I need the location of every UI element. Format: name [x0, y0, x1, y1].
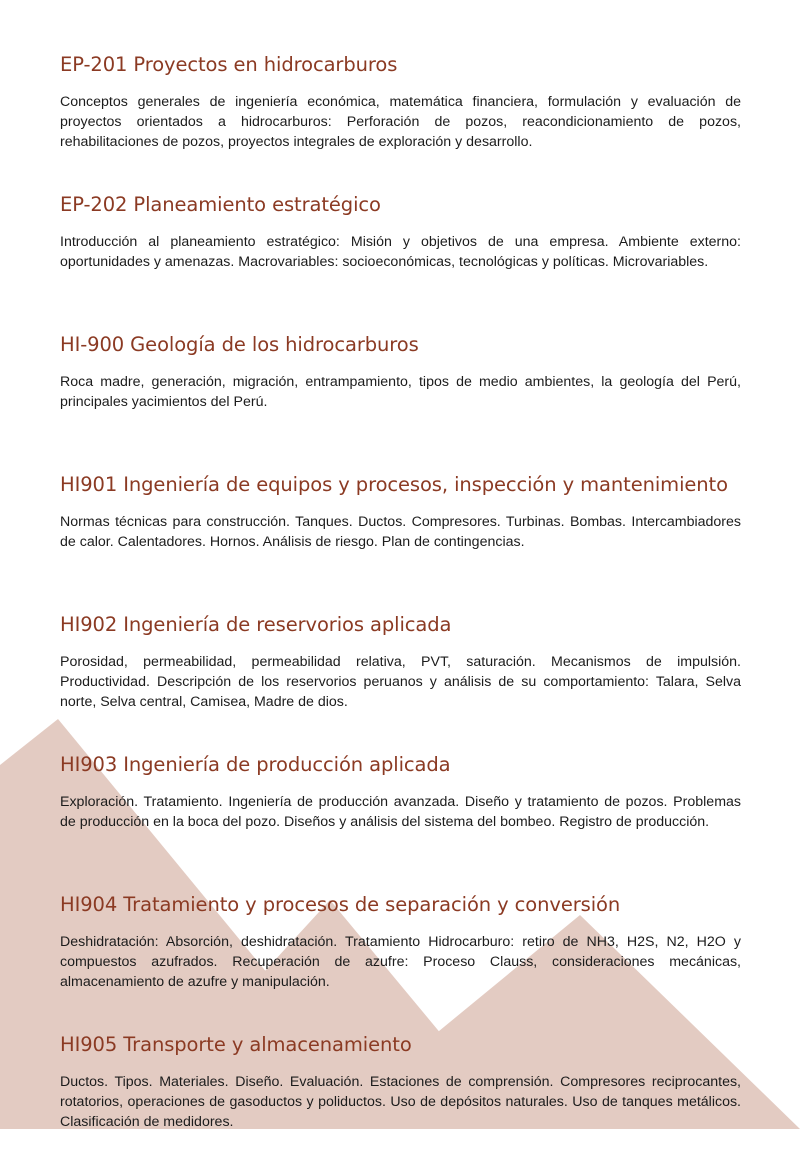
course-description: Normas técnicas para construcción. Tanques. Ductos. Compresores. Turbinas. Bombas. Intercambiadores de calor. Calentadores. Hornos. Análisis de riesgo. Plan de contingencias.: [60, 514, 741, 550]
course-description: Ductos. Tipos. Materiales. Diseño. Evaluación. Estaciones de comprensión. Compresores reciprocantes, rotatorios, operaciones de gasoductos y poliductos. Uso de depósitos naturales. Uso de tanques metálicos. Clasificación de medidores.: [60, 1074, 741, 1130]
course-title: HI901 Ingeniería de equipos y procesos, inspección y mantenimiento: [60, 473, 728, 496]
course-title: EP-202 Planeamiento estratégico: [60, 193, 381, 216]
course-item: [60, 752, 741, 892]
course-list: [60, 52, 741, 1172]
course-item: [60, 612, 741, 752]
course-title: HI903 Ingeniería de producción aplicada: [60, 753, 451, 776]
course-description: Roca madre, generación, migración, entrampamiento, tipos de medio ambientes, la geología del Perú, principales yacimientos del Perú.: [60, 374, 741, 410]
course-title: HI905 Transporte y almacenamiento: [60, 1033, 412, 1056]
course-description: Conceptos generales de ingeniería económica, matemática financiera, formulación y evaluación de proyectos orientados a hidrocarburos: Perforación de pozos, reacondicionamiento de pozos, rehabilitaciones de pozos, proyectos integrales de exploración y desarrollo.: [60, 94, 741, 150]
course-item: [60, 52, 741, 192]
course-item: [60, 192, 741, 332]
course-description: Introducción al planeamiento estratégico: Misión y objetivos de una empresa. Ambiente externo: oportunidades y amenazas. Macrovariables: socioeconómicas, tecnológicas y políticas. Microvariables.: [60, 234, 741, 270]
course-item: [60, 892, 741, 1032]
course-description: Porosidad, permeabilidad, permeabilidad relativa, PVT, saturación. Mecanismos de impulsión. Productividad. Descripción de los reservorios peruanos y análisis de su comportamiento: Talara, Selva norte, Selva central, Camisea, Madre de dios.: [60, 654, 741, 710]
course-title: HI-900 Geología de los hidrocarburos: [60, 333, 419, 356]
course-description: Exploración. Tratamiento. Ingeniería de producción avanzada. Diseño y tratamiento de pozos. Problemas de producción en la boca del pozo. Diseños y análisis del sistema del bombeo. Registro de producción.: [60, 794, 741, 830]
course-title: HI902 Ingeniería de reservorios aplicada: [60, 613, 452, 636]
course-item: [60, 332, 741, 472]
course-item: [60, 472, 741, 612]
course-item: [60, 1032, 741, 1172]
course-title: HI904 Tratamiento y procesos de separación y conversión: [60, 893, 621, 916]
course-description: Deshidratación: Absorción, deshidratación. Tratamiento Hidrocarburo: retiro de NH3, H2S, N2, H2O y compuestos azufrados. Recuperación de azufre: Proceso Clauss, consideraciones mecánicas, almacenamiento de azufre y manipulación.: [60, 934, 741, 990]
course-title: EP-201 Proyectos en hidrocarburos: [60, 53, 398, 76]
